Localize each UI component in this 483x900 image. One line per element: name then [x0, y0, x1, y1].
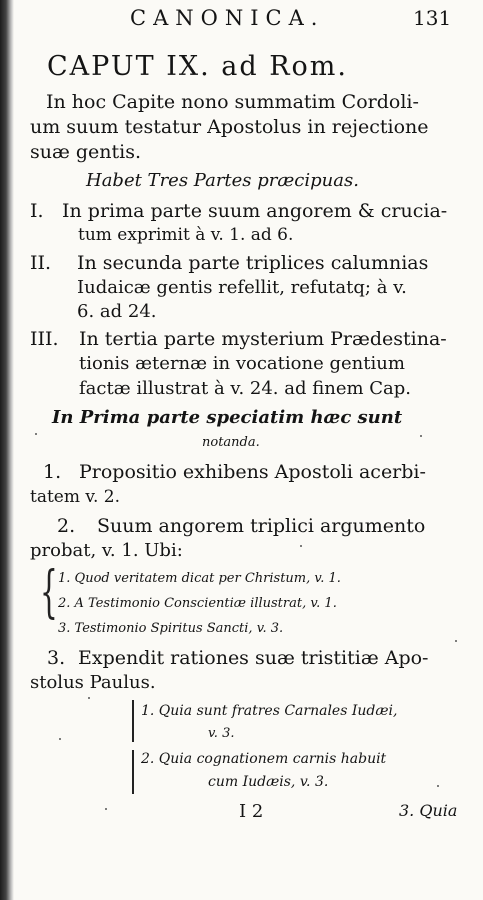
point-number-1: 1. — [43, 461, 62, 483]
part-3-line-3: factæ illustrat à v. 24. ad finem Cap. — [79, 378, 412, 399]
part-numeral-1: I. — [30, 200, 44, 222]
part-3-line-2: tionis æternæ in vocatione gentium — [79, 353, 405, 374]
ink-speck — [437, 785, 439, 787]
point-number-3: 3. — [47, 647, 66, 669]
part-numeral-3: III. — [30, 328, 59, 350]
reasons-bracket-top — [132, 700, 134, 742]
argument-2: 2. A Testimonio Conscientiæ illustrat, v. 1. — [58, 596, 337, 611]
part-2-line-1: In secunda parte triplices calumnias — [77, 252, 429, 274]
ink-speck — [455, 640, 457, 642]
point-2-line-1: Suum angorem triplici argumento — [97, 515, 426, 537]
part-3-line-1: In tertia parte mysterium Prædestina- — [79, 328, 447, 350]
reasons-bracket-bottom — [132, 750, 134, 794]
page-number: 131 — [413, 6, 452, 30]
special-heading-line-2: notanda. — [202, 435, 260, 450]
reason-1-line-2: v. 3. — [208, 726, 235, 741]
running-head: CANONICA. — [130, 6, 325, 30]
reason-2-line-2: cum Iudæis, v. 3. — [208, 774, 329, 790]
part-1-line-1: In prima parte suum angorem & crucia- — [62, 200, 448, 222]
ink-speck — [420, 435, 422, 437]
signature-mark: I 2 — [239, 801, 264, 822]
ink-speck — [35, 433, 37, 435]
intro-line-1: In hoc Capite nono summatim Cordoli- — [46, 91, 419, 113]
left-brace: { — [40, 560, 58, 625]
catchword: 3. Quia — [399, 801, 458, 820]
part-2-line-3: 6. ad 24. — [77, 301, 157, 322]
part-1-line-2: tum exprimit à v. 1. ad 6. — [78, 225, 294, 245]
point-2-line-2: probat, v. 1. Ubi: — [30, 540, 183, 561]
point-3-line-1: Expendit rationes suæ tristitiæ Apo- — [78, 647, 429, 669]
point-1-line-2: tatem v. 2. — [30, 487, 120, 507]
intro-line-3: suæ gentis. — [30, 141, 142, 163]
special-heading-line-1: In Prima parte speciatim hæc sunt — [52, 407, 403, 428]
point-1-line-1: Propositio exhibens Apostoli acerbi- — [79, 461, 426, 483]
reason-1-line-1: 1. Quia sunt fratres Carnales Iudæi, — [141, 703, 398, 719]
part-numeral-2: II. — [30, 252, 52, 274]
parts-heading: Habet Tres Partes præcipuas. — [86, 170, 359, 191]
ink-speck — [300, 545, 302, 547]
chapter-title: CAPUT IX. ad Rom. — [47, 51, 348, 82]
binding-gutter — [0, 0, 14, 900]
ink-speck — [88, 697, 90, 699]
argument-1: 1. Quod veritatem dicat per Christum, v. 1. — [58, 571, 341, 586]
intro-line-2: um suum testatur Apostolus in rejectione — [30, 116, 429, 138]
point-number-2: 2. — [57, 515, 76, 537]
part-2-line-2: Iudaicæ gentis refellit, refutatq; à v. — [77, 277, 407, 298]
reason-2-line-1: 2. Quia cognationem carnis habuit — [141, 751, 387, 767]
ink-speck — [59, 738, 61, 740]
argument-3: 3. Testimonio Spiritus Sancti, v. 3. — [58, 621, 284, 636]
point-3-line-2: stolus Paulus. — [30, 672, 156, 693]
ink-speck — [105, 808, 107, 810]
